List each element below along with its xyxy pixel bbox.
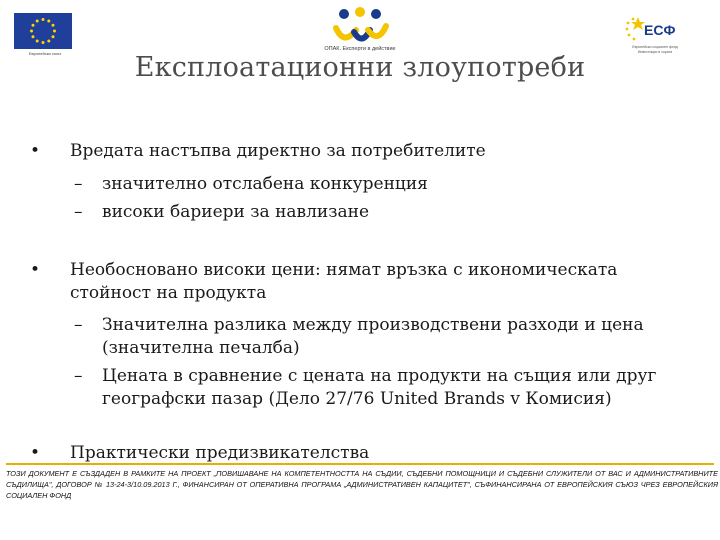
- dash-marker: –: [74, 366, 83, 386]
- sub-bullet-item: [74, 173, 672, 196]
- opak-logo-icon: [330, 6, 390, 50]
- slide-title: Експлоатационни злоупотреби: [134, 52, 586, 83]
- eu-caption: Европейски съюз: [28, 51, 62, 56]
- esf-logo-icon: [624, 13, 682, 45]
- sub-bullet-item: [74, 314, 672, 360]
- sub-bullet-text: значително отслабена конкуренция: [102, 174, 428, 194]
- dash-marker: –: [74, 202, 83, 222]
- bullet-marker: •: [30, 141, 41, 161]
- bullet-text: Практически предизвикателства: [70, 443, 370, 463]
- bullet-marker: •: [30, 260, 41, 280]
- sub-bullet-text: Цената в сравнение с цената на продукти на същия или друг географски пазар (Дело 27/76 United Brands v Комисия): [102, 366, 657, 409]
- bullet-text: Вредата настъпва директно за потребителите: [70, 141, 486, 161]
- opak-caption: ОПАК. Експерти в действие: [324, 46, 396, 52]
- svg-text:ЕСФ: ЕСФ: [644, 22, 676, 38]
- dash-marker: –: [74, 315, 83, 335]
- sub-bullet-item: [74, 365, 672, 411]
- bullet-text: Необосновано високи цени: нямат връзка с икономическата стойност на продукта: [70, 260, 618, 303]
- eu-flag-icon: [14, 13, 72, 49]
- sub-bullet-text: Значителна разлика между производствени разходи и цена (значителна печалба): [102, 315, 644, 358]
- bullet-item: [30, 140, 670, 163]
- esf-caption: Европейски социален фонд Инвестиции в хората: [632, 45, 678, 54]
- bullet-item: [30, 259, 670, 305]
- footer-disclaimer: ТОЗИ ДОКУМЕНТ Е СЪЗДАДЕН В РАМКИТЕ НА ПРОЕКТ „ПОВИШАВАНЕ НА КОМПЕТЕНТНОСТТА НА СЪДИИ, СЪДЕБНИ ПОМОЩНИЦИ И СЪДЕБНИ СЛУЖИТЕЛИ ОТ ВАС И АДМИНИСТРАТИВНИТЕ СЪДИЛИЩА", ДОГОВОР № 13-24-3/10.09.2013 Г., ФИНАНСИРАН ОТ ОПЕРАТИВНА ПРОГРАМА „АДМИНИСТРАТИВЕН КАПАЦИТЕТ", СЪФИНАНСИРАНА ОТ ЕВРОПЕЙСКИЯ СЪЮЗ ЧРЕЗ ЕВРОПЕЙСКИЯ СОЦИАЛЕН ФОНД: [6, 469, 718, 500]
- bullet-marker: •: [30, 443, 41, 463]
- bullet-item: [30, 442, 670, 465]
- footer-divider: [6, 463, 714, 465]
- sub-bullet-item: [74, 201, 672, 224]
- sub-bullet-text: високи бариери за навлизане: [102, 202, 370, 222]
- dash-marker: –: [74, 174, 83, 194]
